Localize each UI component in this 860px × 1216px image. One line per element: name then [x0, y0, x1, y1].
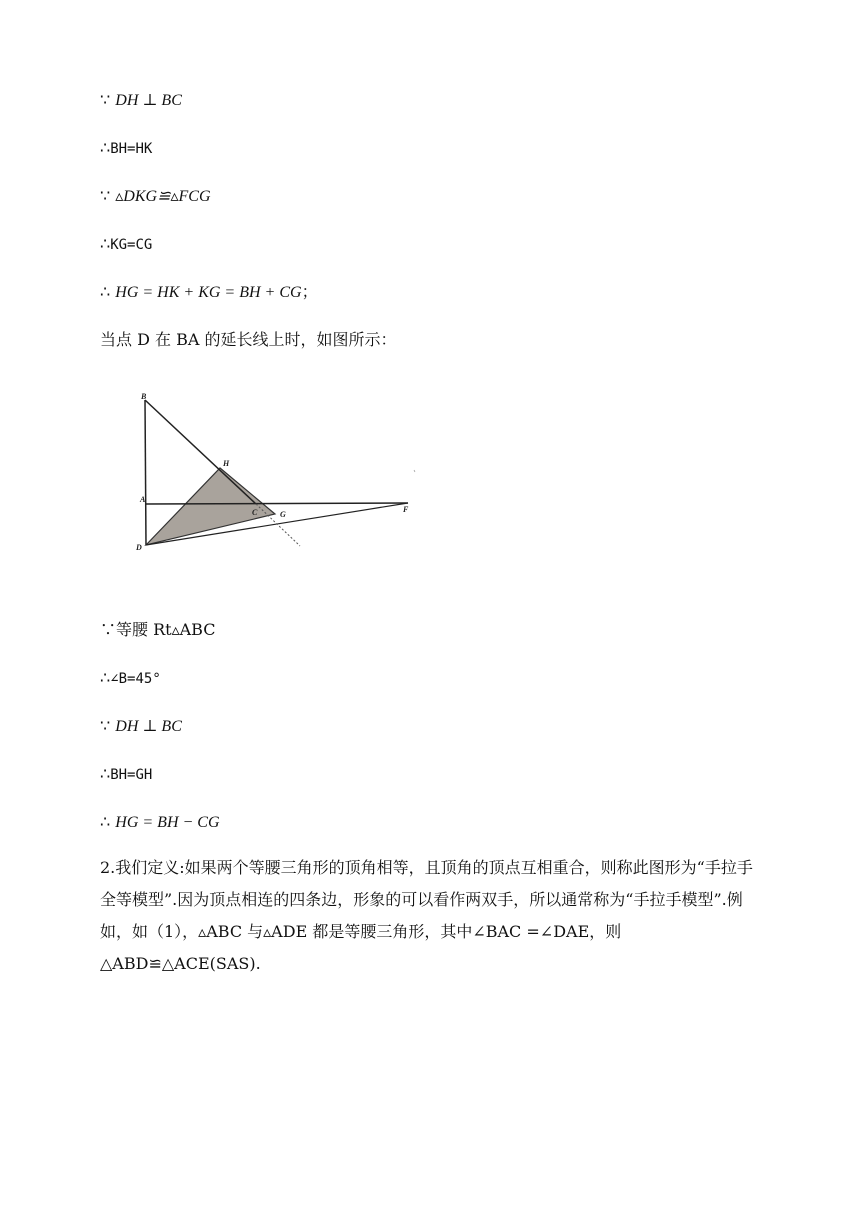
label-d: D [136, 543, 142, 552]
statement: ∠B=45° [110, 671, 161, 687]
because-symbol: ∵ [100, 186, 116, 205]
statement: HG = BH − CG [115, 814, 220, 831]
label-g: G [280, 510, 286, 519]
statement: BH=GH [110, 767, 153, 783]
because-symbol: ∵ [100, 90, 116, 109]
statement: KG=CG [110, 237, 153, 253]
statement: HG = HK + KG = BH + CG [115, 284, 302, 301]
therefore-symbol: ∴ [100, 764, 111, 783]
therefore-symbol: ∴ [100, 138, 111, 157]
label-b: B [141, 392, 147, 401]
proof-line-10 [100, 764, 152, 785]
statement: ▵DKG≌▵FCG [115, 188, 211, 205]
proof-line-9 [100, 716, 182, 737]
statement: 等腰 Rt▵ABC [116, 620, 216, 639]
extension-dotted [256, 504, 300, 546]
proof-line-6 [100, 330, 397, 350]
therefore-symbol: ∴ [100, 668, 111, 687]
case-intro: 当点 D 在 BA 的延长线上时，如图所示： [100, 330, 397, 349]
label-h: H [223, 459, 230, 468]
statement: DH ⊥ BC [115, 718, 182, 735]
therefore-symbol: ∴ [100, 234, 111, 253]
therefore-symbol: ∴ [100, 282, 116, 301]
proof-line-8 [100, 668, 161, 689]
because-symbol: ∵ [100, 716, 116, 735]
segment-bd [145, 400, 146, 545]
because-symbol: ∵ [100, 620, 117, 639]
proof-line-4 [100, 234, 152, 255]
statement: DH ⊥ BC [115, 92, 182, 109]
label-a: A [140, 495, 146, 504]
statement: BH=HK [110, 141, 153, 157]
proof-line-5 [100, 282, 318, 303]
proof-line-2 [100, 138, 152, 159]
problem-2-paragraph: 2.我们定义:如果两个等腰三角形的顶角相等，且顶角的顶点互相重合，则称此图形为“手拉手全等模型”.因为顶点相连的四条边，形象的可以看作两双手，所以通常称为“手拉手模型”.例如，如（1），▵ABC 与▵ADE 都是等腰三角形，其中∠BAC =∠DAE，则△ABD≌△ACE(SAS). [100, 858, 753, 973]
label-f: F [403, 505, 409, 514]
therefore-symbol: ∴ [100, 812, 116, 831]
segment-af [146, 503, 408, 504]
proof-line-1 [100, 90, 182, 111]
shaded-triangle-dhg [146, 468, 275, 545]
punctuation: ； [301, 282, 318, 301]
geometry-figure [128, 386, 428, 565]
stray-mark [414, 470, 415, 472]
label-c: C [252, 508, 258, 517]
proof-line-7 [100, 620, 215, 640]
proof-line-11 [100, 812, 220, 833]
proof-line-3 [100, 186, 211, 207]
